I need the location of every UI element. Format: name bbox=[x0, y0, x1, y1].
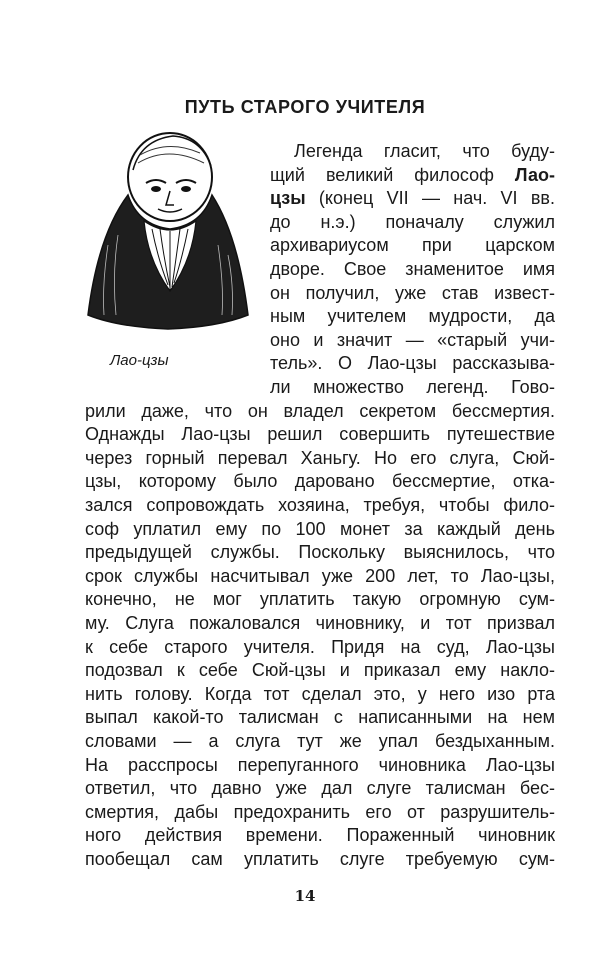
text-line: словами — а слуга тут же упал бездыханным. bbox=[85, 731, 555, 751]
text-line: соф уплатил ему по 100 монет за каждый день bbox=[85, 518, 555, 539]
text-line: дворе. Свое знаменитое имя bbox=[270, 259, 555, 279]
text-line: срок службы насчитывал уже 200 лет, то Лао-цзы, bbox=[85, 565, 555, 586]
text-line: тель». О Лао-цзы рассказыва- bbox=[270, 353, 555, 374]
text-line: он получил, уже став извест- bbox=[270, 282, 555, 303]
text-line: Однажды Лао-цзы решил совершить путешествие bbox=[85, 424, 555, 445]
page-number: 14 bbox=[294, 887, 316, 905]
text-line: рили даже, что он владел секретом бессмертия. bbox=[85, 400, 555, 421]
portrait-caption: Лао-цзы bbox=[110, 352, 169, 369]
text-line: архивариусом при царском bbox=[270, 235, 555, 256]
text-line: оно и значит — «старый учи- bbox=[270, 329, 555, 350]
text-line: через горный перевал Ханьгу. Но его слуга, Сюй- bbox=[85, 447, 555, 468]
lao-tzu-portrait bbox=[78, 125, 253, 335]
page-title: ПУТЬ СТАРОГО УЧИТЕЛЯ bbox=[184, 97, 426, 117]
text-line: подозвал к себе Сюй-цзы и приказал ему накло- bbox=[85, 660, 555, 681]
text-line: пообещал сам уплатить слуге требуемую сум- bbox=[85, 849, 555, 869]
text-line: зался сопровождать хозяина, требуя, чтобы фило- bbox=[85, 495, 555, 515]
text-line: ли множество легенд. Гово- bbox=[270, 377, 555, 397]
text-line: На расспросы перепуганного чиновника Лао-цзы bbox=[85, 754, 555, 775]
text-line: до н.э.) поначалу служил bbox=[270, 211, 555, 232]
text-line: щий великий философ Лао- bbox=[270, 164, 555, 185]
text-line: му. Слуга пожаловался чиновнику, и тот призвал bbox=[85, 613, 555, 633]
text-line: ным учителем мудрости, да bbox=[270, 306, 555, 327]
text-line: ного действия времени. Пораженный чиновник bbox=[85, 825, 555, 846]
text-line: цзы (конец VII — нач. VI вв. bbox=[270, 188, 555, 209]
text-line: выпал какой-то талисман с написанными на нем bbox=[85, 707, 555, 728]
text-line: ответил, что давно уже дал слуге талисман бес- bbox=[85, 778, 555, 799]
text-line: цзы, которому было даровано бессмертие, отка- bbox=[85, 471, 555, 492]
text-line: нить голову. Когда тот сделал это, у него изо рта bbox=[85, 683, 555, 704]
text-line: Легенда гласит, что буду- bbox=[294, 141, 555, 161]
text-line: смертия, дабы предохранить его от разрушитель- bbox=[85, 801, 555, 822]
text-line: предыдущей службы. Поскольку выяснилось, что bbox=[85, 542, 555, 563]
text-line: конечно, не мог уплатить такую огромную сум- bbox=[85, 589, 555, 610]
text-line: к себе старого учителя. Придя на суд, Лао-цзы bbox=[85, 636, 555, 657]
